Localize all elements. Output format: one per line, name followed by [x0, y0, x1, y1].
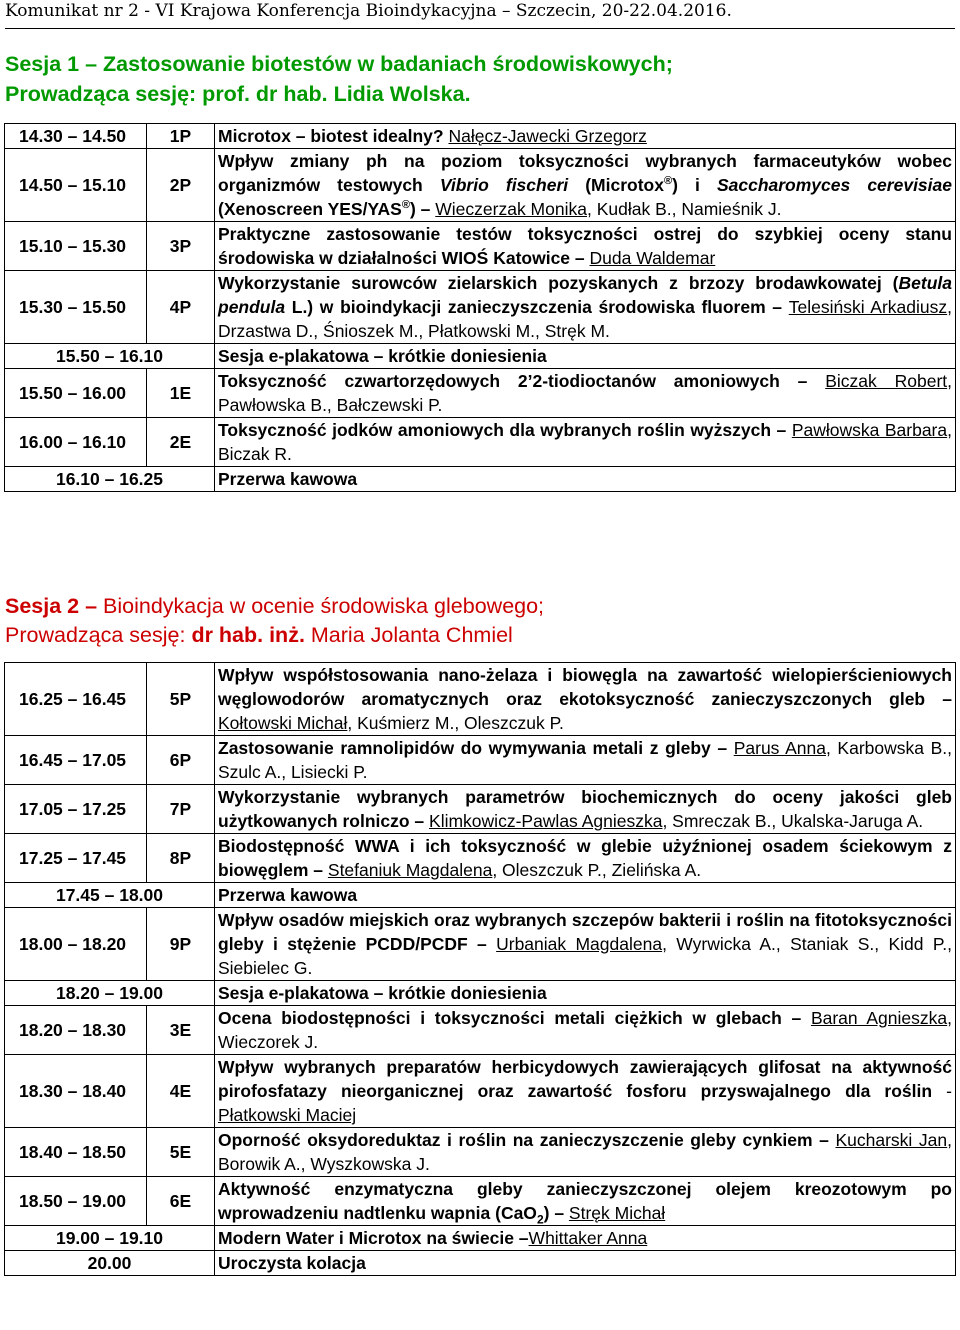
table-row	[5, 369, 956, 418]
time-cell: 15.50 – 16.10	[5, 344, 215, 369]
presenter: Kucharski Jan	[835, 1130, 948, 1150]
block-title: Sesja e-plakatowa – krótkie doniesienia	[218, 346, 547, 366]
presenter: Whittaker Anna	[528, 1228, 648, 1248]
desc-cell	[215, 785, 956, 834]
talk-title: Wpływ współstosowania nano-żelaza i biowęgla na zawartość wielopierścieniowych węglowodorów aromatycznych oraz ekotoksyczność zanieczyszczonych gleb –	[218, 665, 952, 709]
code-cell: 3P	[147, 222, 215, 271]
code-cell: 1P	[147, 124, 215, 149]
coauthors: , Oleszczuk P., Zielińska A.	[492, 860, 702, 880]
presenter: Duda Waldemar	[589, 248, 716, 268]
code-cell: 8P	[147, 834, 215, 883]
block-title: Sesja e-plakatowa – krótkie doniesienia	[218, 983, 547, 1003]
presenter: Stręk Michał	[568, 1203, 666, 1223]
talk-title: Microtox – biotest idealny?	[218, 126, 449, 146]
table-row	[5, 908, 956, 981]
time-cell: 18.00 – 18.20	[5, 908, 147, 981]
presenter: Nałęcz-Jawecki Grzegorz	[448, 126, 647, 146]
table-row	[5, 883, 956, 908]
table-row	[5, 1177, 956, 1226]
table-row	[5, 124, 956, 149]
species-name: Vibrio fischeri	[439, 175, 569, 195]
desc-cell	[215, 1226, 956, 1251]
presenter: Klimkowicz-Pawlas Agnieszka	[429, 811, 663, 831]
presenter: Wieczerzak Monika	[435, 199, 587, 219]
talk-title: Biodostępność WWA i ich toksyczność w glebie użyźnionej osadem ściekowym z biowęglem –	[218, 836, 952, 880]
presenter: Płatkowski Maciej	[218, 1105, 357, 1125]
table-row	[5, 834, 956, 883]
talk-title-part: (Xenoscreen YES/YAS	[218, 199, 402, 219]
time-cell: 18.20 – 19.00	[5, 981, 215, 1006]
presenter: Baran Agnieszka	[810, 1008, 948, 1028]
separator: -	[932, 1081, 952, 1101]
desc-cell	[215, 124, 956, 149]
code-cell: 4E	[147, 1055, 215, 1128]
time-cell: 17.05 – 17.25	[5, 785, 147, 834]
coauthors: , Pawłowska B., Bałczewski P.	[218, 371, 953, 415]
time-cell: 15.50 – 16.00	[5, 369, 147, 418]
desc-cell	[215, 834, 956, 883]
code-cell: 5E	[147, 1128, 215, 1177]
registered-mark: ®	[663, 175, 673, 188]
desc-cell	[215, 418, 956, 467]
desc-cell	[215, 271, 956, 344]
session1-title: Sesja 1 – Zastosowanie biotestów w badaniach środowiskowych;	[5, 52, 673, 76]
desc-cell	[215, 1055, 956, 1128]
coauthors: , Kudłak B., Namieśnik J.	[586, 199, 782, 219]
table-row	[5, 981, 956, 1006]
session2-chair-name: Maria Jolanta Chmiel	[304, 623, 513, 647]
code-cell: 2P	[147, 149, 215, 222]
species-name: Saccharomyces cerevisiae	[716, 175, 952, 195]
time-cell: 14.50 – 15.10	[5, 149, 147, 222]
talk-title-part: ) –	[543, 1203, 569, 1223]
talk-title: Aktywność enzymatyczna gleby zanieczyszczonej olejem kreozotowym po wprowadzeniu nadtlenku wapnia (CaO	[218, 1179, 952, 1223]
time-cell: 16.25 – 16.45	[5, 663, 147, 736]
time-cell: 15.10 – 15.30	[5, 222, 147, 271]
page-header: Komunikat nr 2 - VI Krajowa Konferencja Bioindykacyjna – Szczecin, 20-22.04.2016.	[5, 0, 955, 29]
block-title: Przerwa kawowa	[218, 469, 358, 489]
talk-title: Wykorzystanie wybranych parametrów biochemicznych do oceny jakości gleb użytkowanych rolniczo –	[218, 787, 952, 831]
desc-cell	[215, 1128, 956, 1177]
time-cell: 15.30 – 15.50	[5, 271, 147, 344]
presenter: Stefaniuk Magdalena	[327, 860, 493, 880]
desc-cell	[215, 1251, 956, 1276]
time-cell: 14.30 – 14.50	[5, 124, 147, 149]
talk-title: Toksyczność czwartorzędowych 2’2-tiodioctanów amoniowych –	[218, 371, 826, 391]
desc-cell	[215, 1006, 956, 1055]
table-row	[5, 467, 956, 492]
desc-cell	[215, 222, 956, 271]
talk-title: Praktyczne zastosowanie testów toksyczności ostrej do szybkiej oceny stanu środowiska w działalności WIOŚ Katowice –	[218, 224, 952, 268]
coauthors: , Smreczak B., Ukalska-Jaruga A.	[662, 811, 924, 831]
time-cell: 16.10 – 16.25	[5, 467, 215, 492]
time-cell: 19.00 – 19.10	[5, 1226, 215, 1251]
session2-title-rest: Bioindykacja w ocenie środowiska glebowego;	[103, 594, 545, 618]
table-row	[5, 736, 956, 785]
time-cell: 18.50 – 19.00	[5, 1177, 147, 1226]
species-name: Betula pendula	[218, 273, 952, 317]
table-row	[5, 149, 956, 222]
code-cell: 6E	[147, 1177, 215, 1226]
desc-cell	[215, 883, 956, 908]
subscript: 2	[536, 1212, 544, 1227]
table-row	[5, 1055, 956, 1128]
talk-title: Wykorzystanie surowców zielarskich pozyskanych z brzozy brodawkowatej (	[218, 273, 899, 293]
time-cell: 18.30 – 18.40	[5, 1055, 147, 1128]
desc-cell	[215, 663, 956, 736]
table-row	[5, 785, 956, 834]
desc-cell	[215, 344, 956, 369]
code-cell: 2E	[147, 418, 215, 467]
session2-title-prefix: Sesja 2 –	[5, 594, 104, 618]
coauthors: , Drzastwa D., Śnioszek M., Płatkowski M., Stręk M.	[218, 297, 952, 341]
session1-table	[4, 123, 956, 492]
desc-cell	[215, 149, 956, 222]
coauthors: , Kuśmierz M., Oleszczuk P.	[347, 713, 564, 733]
code-cell: 7P	[147, 785, 215, 834]
talk-title: Toksyczność jodków amoniowych dla wybranych roślin wyższych –	[218, 420, 792, 440]
table-row	[5, 344, 956, 369]
registered-mark: ®	[401, 199, 410, 212]
presenter: Biczak Robert	[825, 371, 948, 391]
time-cell: 16.45 – 17.05	[5, 736, 147, 785]
desc-cell	[215, 467, 956, 492]
block-title: Uroczysta kolacja	[218, 1253, 366, 1273]
desc-cell	[215, 736, 956, 785]
block-title: Modern Water i Microtox na świecie –	[218, 1228, 529, 1248]
code-cell: 9P	[147, 908, 215, 981]
presenter: Urbaniak Magdalena	[496, 934, 663, 954]
coauthors: , Karbowska B., Szulc A., Lisiecki P.	[218, 738, 952, 782]
table-row	[5, 1128, 956, 1177]
coauthors: , Borowik A., Wyszkowska J.	[218, 1130, 952, 1174]
talk-title-part: L.) w bioindykacji zanieczyszczenia środowiska fluorem –	[285, 297, 789, 317]
talk-title-part: ) i	[672, 175, 717, 195]
time-cell: 20.00	[5, 1251, 215, 1276]
desc-cell	[215, 1177, 956, 1226]
desc-cell	[215, 369, 956, 418]
desc-cell	[215, 908, 956, 981]
session2-table	[4, 662, 956, 1276]
block-title: Przerwa kawowa	[218, 885, 358, 905]
talk-title: Zastosowanie ramnolipidów do wymywania metali z gleby –	[218, 738, 734, 758]
coauthors: , Wyrwicka A., Staniak S., Kidd P., Siebielec G.	[218, 934, 952, 978]
talk-title: Wpływ osadów miejskich oraz wybranych szczepów bakterii i roślin na fitotoksyczności gleby i stężenie PCDD/PCDF –	[218, 910, 952, 954]
session1-chair: Prowadząca sesję: prof. dr hab. Lidia Wolska.	[5, 82, 471, 106]
time-cell: 16.00 – 16.10	[5, 418, 147, 467]
presenter: Parus Anna	[733, 738, 826, 758]
table-row	[5, 1006, 956, 1055]
time-cell: 17.45 – 18.00	[5, 883, 215, 908]
talk-title: Wpływ wybranych preparatów herbicydowych zawierających glifosat na aktywność pirofosfatazy nieorganicznej oraz zawartość fosforu przyswajalnego dla roślin	[218, 1057, 952, 1101]
table-row	[5, 1226, 956, 1251]
time-cell: 17.25 – 17.45	[5, 834, 147, 883]
time-cell: 18.40 – 18.50	[5, 1128, 147, 1177]
talk-title-part: ) –	[409, 199, 436, 219]
table-row	[5, 1251, 956, 1276]
presenter: Telesiński Arkadiusz	[788, 297, 948, 317]
desc-cell	[215, 981, 956, 1006]
talk-title-part: (Microtox	[568, 175, 664, 195]
table-row	[5, 418, 956, 467]
code-cell: 3E	[147, 1006, 215, 1055]
talk-title: Oporność oksydoreduktaz i roślin na zanieczyszczenie gleby cynkiem –	[218, 1130, 836, 1150]
session2-chair	[5, 621, 513, 649]
presenter: Kołtowski Michał	[218, 713, 348, 733]
talk-title: Wpływ zmiany ph na poziom toksyczności wybranych farmaceutyków wobec organizmów testowych	[218, 151, 952, 195]
talk-title: Ocena biodostępności i toksyczności metali ciężkich w glebach –	[218, 1008, 811, 1028]
code-cell: 4P	[147, 271, 215, 344]
table-row	[5, 271, 956, 344]
table-row	[5, 222, 956, 271]
code-cell: 1E	[147, 369, 215, 418]
code-cell: 5P	[147, 663, 215, 736]
session2-chair-prefix: Prowadząca sesję:	[5, 623, 192, 647]
code-cell: 6P	[147, 736, 215, 785]
session2-title	[5, 592, 544, 620]
time-cell: 18.20 – 18.30	[5, 1006, 147, 1055]
coauthors: , Biczak R.	[218, 420, 952, 464]
coauthors: , Wieczorek J.	[218, 1008, 952, 1052]
table-row	[5, 663, 956, 736]
presenter: Pawłowska Barbara	[791, 420, 948, 440]
session2-chair-degree: dr hab. inż.	[191, 623, 305, 647]
